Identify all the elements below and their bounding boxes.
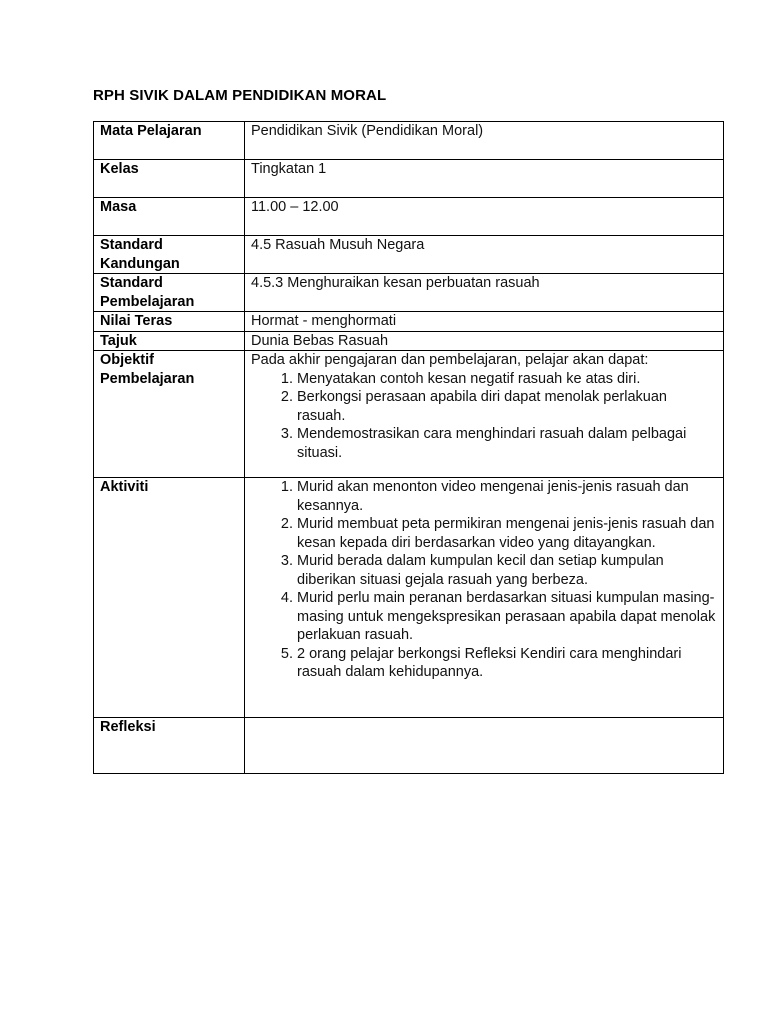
row-value-tajuk: Dunia Bebas Rasuah — [245, 331, 724, 351]
row-value-mata-pelajaran: Pendidikan Sivik (Pendidikan Moral) — [245, 122, 724, 160]
table-row-mata-pelajaran — [94, 122, 724, 160]
row-value-masa: 11.00 – 12.00 — [245, 198, 724, 236]
table-row-kelas — [94, 160, 724, 198]
row-label-objektif: Objektif Pembelajaran — [94, 351, 245, 478]
table-row-refleksi — [94, 718, 724, 774]
list-item: 2. Murid membuat peta permikiran mengenai jenis-jenis rasuah dan kesan kepada diri berdasarkan video yang ditayangkan. — [297, 515, 717, 552]
table-row-aktiviti — [94, 478, 724, 718]
list-item: 1. Murid akan menonton video mengenai jenis-jenis rasuah dan kesannya. — [297, 478, 717, 515]
table-row-standard-pembelajaran — [94, 274, 724, 312]
row-value-nilai-teras: Hormat - menghormati — [245, 312, 724, 332]
row-label-kelas: Kelas — [94, 160, 245, 198]
row-label-tajuk: Tajuk — [94, 331, 245, 351]
objektif-list — [251, 370, 717, 463]
objektif-intro: Pada akhir pengajaran dan pembelajaran, pelajar akan dapat: — [251, 352, 649, 368]
row-value-objektif — [245, 351, 724, 478]
aktiviti-list — [251, 478, 717, 682]
row-label-standard-pembelajaran: Standard Pembelajaran — [94, 274, 245, 312]
row-value-kelas: Tingkatan 1 — [245, 160, 724, 198]
list-item: 3. Mendemostrasikan cara menghindari rasuah dalam pelbagai situasi. — [297, 425, 717, 462]
row-value-standard-pembelajaran: 4.5.3 Menghuraikan kesan perbuatan rasuah — [245, 274, 724, 312]
row-value-aktiviti — [245, 478, 724, 718]
row-label-standard-kandungan: Standard Kandungan — [94, 236, 245, 274]
list-item: 2. Berkongsi perasaan apabila diri dapat menolak perlakuan rasuah. — [297, 388, 717, 425]
table-row-standard-kandungan — [94, 236, 724, 274]
row-label-refleksi: Refleksi — [94, 718, 245, 774]
table-row-nilai-teras — [94, 312, 724, 332]
table-row-masa — [94, 198, 724, 236]
row-value-refleksi — [245, 718, 724, 774]
row-label-mata-pelajaran: Mata Pelajaran — [94, 122, 245, 160]
lesson-plan-table — [93, 121, 724, 774]
row-label-nilai-teras: Nilai Teras — [94, 312, 245, 332]
row-value-standard-kandungan: 4.5 Rasuah Musuh Negara — [245, 236, 724, 274]
table-row-objektif — [94, 351, 724, 478]
list-item: 1. Menyatakan contoh kesan negatif rasuah ke atas diri. — [297, 370, 717, 389]
row-label-masa: Masa — [94, 198, 245, 236]
document-title: RPH SIVIK DALAM PENDIDIKAN MORAL — [93, 87, 387, 104]
row-label-aktiviti: Aktiviti — [94, 478, 245, 718]
list-item: 4. Murid perlu main peranan berdasarkan situasi kumpulan masing-masing untuk mengekspresikan perasaan apabila dapat menolak perlakuan rasuah. — [297, 589, 717, 645]
list-item: 3. Murid berada dalam kumpulan kecil dan setiap kumpulan diberikan situasi gejala rasuah yang berbeza. — [297, 552, 717, 589]
table-row-tajuk — [94, 331, 724, 351]
list-item: 5. 2 orang pelajar berkongsi Refleksi Kendiri cara menghindari rasuah dalam kehidupannya. — [297, 645, 717, 682]
